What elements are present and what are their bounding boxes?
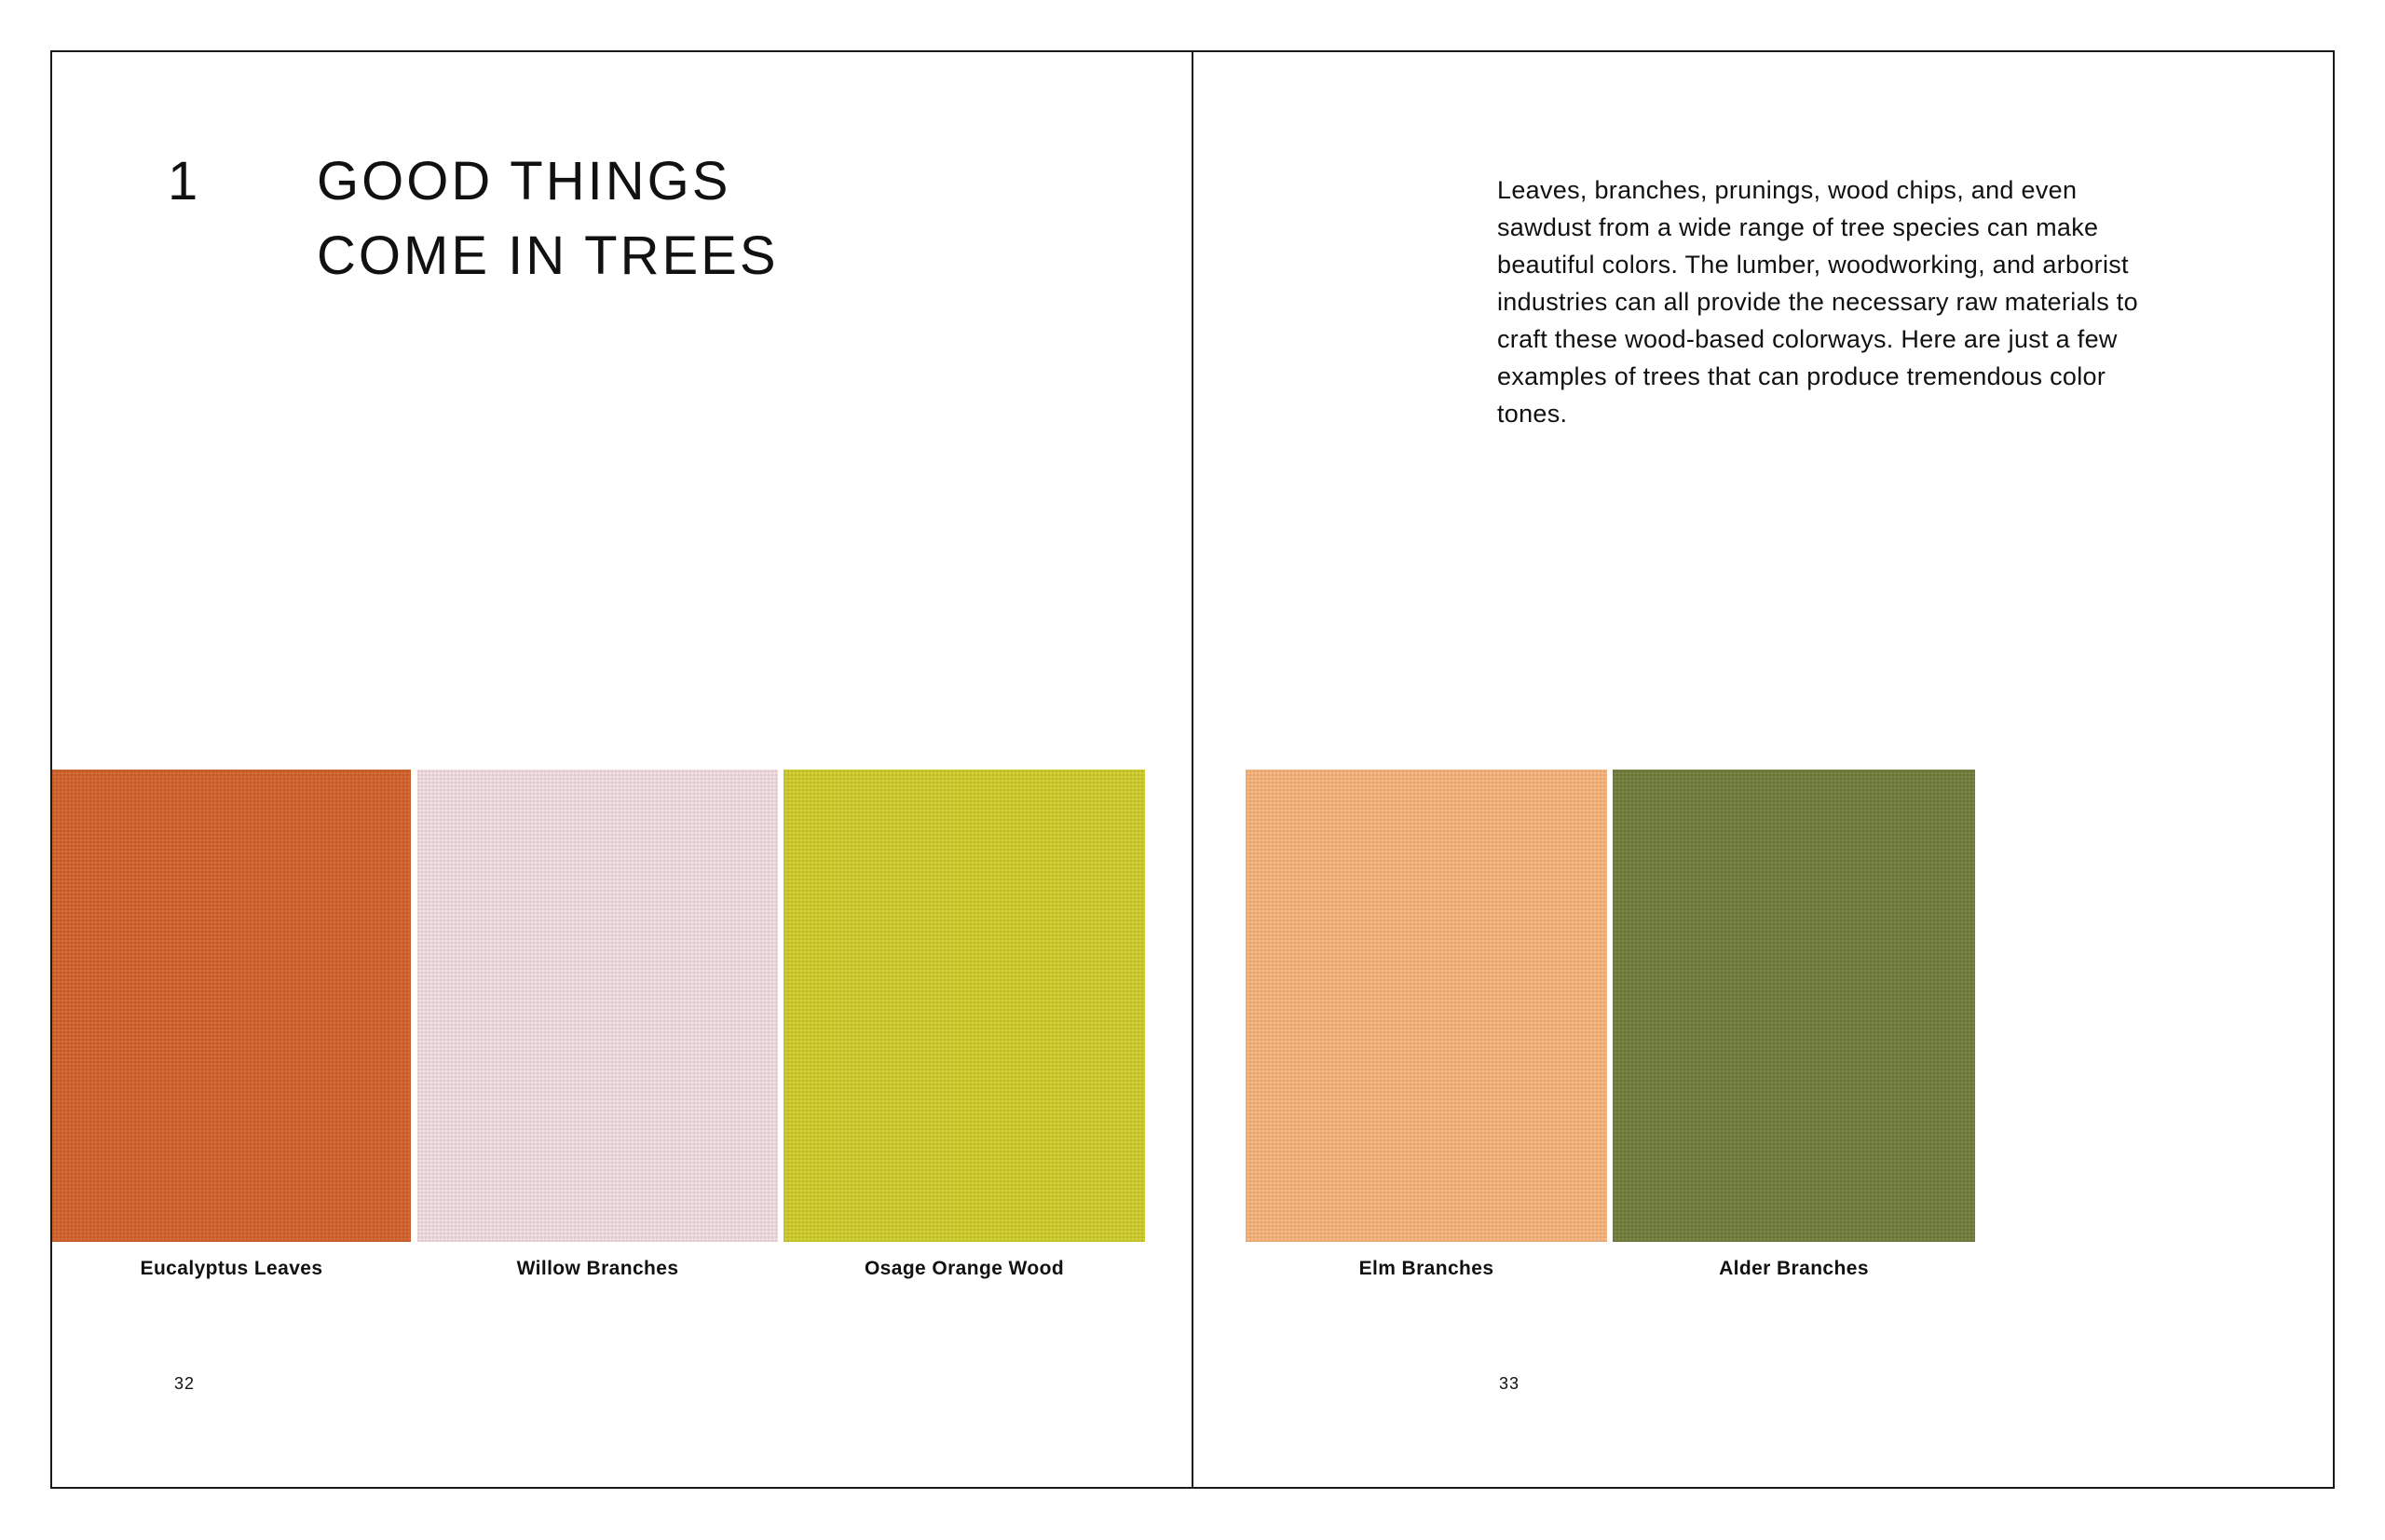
page-number-left: 32: [174, 1374, 196, 1393]
swatch-eucalyptus-leaves: [52, 770, 411, 1242]
swatch-label-elm-branches: Elm Branches: [1358, 1258, 1494, 1279]
swatch-label-osage-orange-wood: Osage Orange Wood: [864, 1258, 1065, 1279]
swatch-elm-branches: [1246, 770, 1607, 1242]
swatch-osage-orange-wood: [784, 770, 1145, 1242]
swatch-label-willow-branches: Willow Branches: [516, 1258, 679, 1279]
page-gutter: [1192, 50, 1193, 1489]
intro-paragraph: Leaves, branches, prunings, wood chips, and even sawdust from a wide range of tree species can make beautiful colors. The lumber, woodworking, and arborist industries can all provide the necessary raw materials to craft these wood-based colorways. Here are just a few examples of trees that can produce tremendous color tones.: [1497, 176, 2138, 428]
chapter-title: GOOD THINGS COME IN TREES: [317, 151, 779, 286]
swatch-willow-branches: [417, 770, 778, 1242]
page-number-right: 33: [1499, 1374, 1520, 1393]
swatch-alder-branches: [1613, 770, 1975, 1242]
swatch-label-eucalyptus-leaves: Eucalyptus Leaves: [140, 1258, 323, 1279]
chapter-number: 1: [168, 151, 199, 211]
swatch-label-alder-branches: Alder Branches: [1719, 1258, 1869, 1279]
